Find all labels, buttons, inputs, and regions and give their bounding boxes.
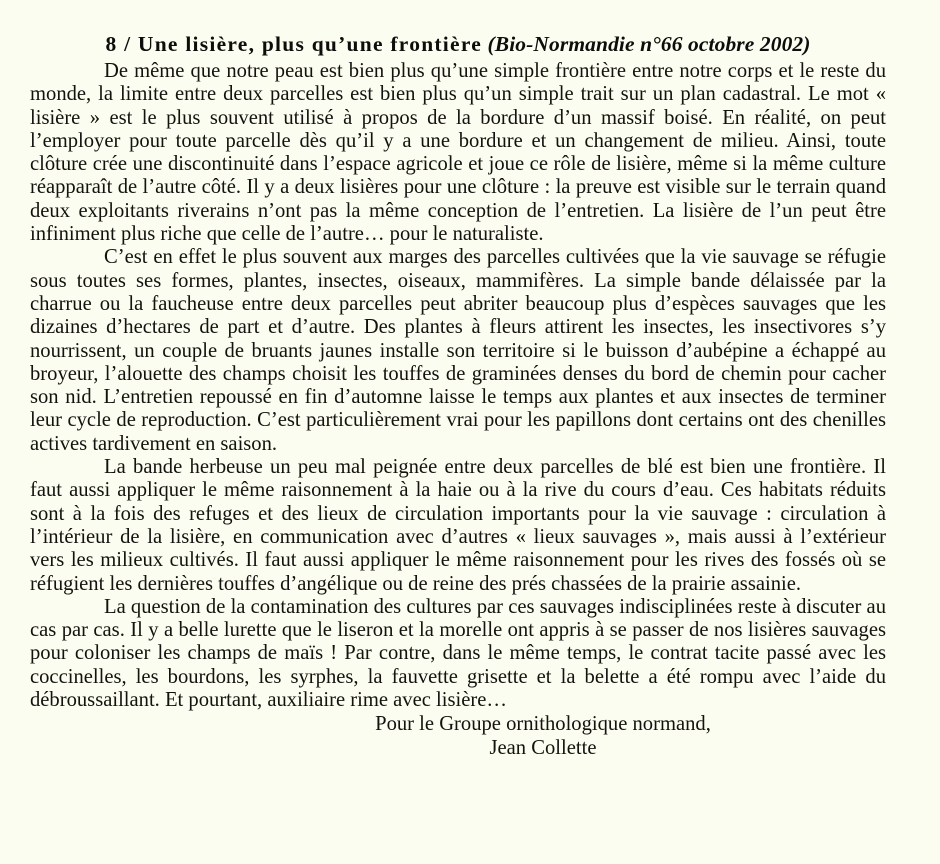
signature-author: Jean Collette [489,736,597,759]
paragraph-4: La question de la contamination des cultures par ces sauvages indisciplinées reste à discuter au cas par cas. Il y a belle lurette que le liseron et la morelle ont appris à se passer de nos lisières sauvages pour coloniser les champs de maïs ! Par contre, dans le même temps, le contrat tacite passé avec les coccinelles, les bourdons, les syrphes, la fauvette grisette et la belette a été rompu avec l’aide du débroussaillant. Et pourtant, auxiliaire rime avec lisière… [30,595,886,712]
paragraph-3: La bande herbeuse un peu mal peignée entre deux parcelles de blé est bien une frontière. Il faut aussi appliquer le même raisonnement à la haie ou à la rive du cours d’eau. Ces habitats réduits sont à la fois des refuges et des lieux de circulation importants pour la vie sauvage : circulation à l’intérieur de la lisière, en communication avec d’autres « lieux sauvages », mais aussi à l’extérieur vers les milieux cultivés. Il faut aussi appliquer le même raisonnement pour les rives des fossés où se réfugient les dernières touffes d’angélique ou de reine des prés chassées de la prairie assainie. [30,456,886,595]
paragraph-2: C’est en effet le plus souvent aux marges des parcelles cultivées que la vie sauvage se réfugie sous toutes ses formes, plantes, insectes, oiseaux, mammifères. La simple bande délaissée par la charrue ou la faucheuse entre deux parcelles peut abriter beaucoup plus d’espèces sauvages que les dizaines d’hectares de part et d’autre. Des plantes à fleurs attirent les insectes, les insectivores s’y nourrissent, un couple de bruants jaunes installe son territoire si le buisson d’aubépine a échappé au broyeur, l’alouette des champs choisit les touffes de graminées denses du bord de chemin pour cacher son nid. L’entretien repoussé en fin d’automne laisse le temps aux plantes et aux insectes de terminer leur cycle de reproduction. C’est particulièrement vrai pour les papillons dont certains ont des chenilles actives tardivement en saison. [30,246,886,455]
paragraph-1: De même que notre peau est bien plus qu’une simple frontière entre notre corps et le reste du monde, la limite entre deux parcelles est bien plus qu’un simple trait sur un plan cadastral. Le mot « lisière » est le plus souvent utilisé à propos de la bordure d’un massif boisé. En réalité, on peut l’employer pour toute parcelle dès qu’il y a une bordure et un changement de milieu. Ainsi, toute clôture crée une discontinuité dans l’espace agricole et joue ce rôle de lisière, même si la même culture réapparaît de l’autre côté. Il y a deux lisières pour une clôture : la preuve est visible sur le terrain quand deux exploitants riverains n’ont pas la même conception de l’entretien. La lisière de l’un peut être infiniment plus riche que celle de l’autre… pour le naturaliste. [30,60,886,246]
signature-block [30,713,886,760]
article-title [30,30,886,58]
article-body [30,30,886,760]
article-title-source: (Bio-Normandie n°66 octobre 2002) [482,32,811,56]
article-text [30,60,886,712]
signature-organisation: Pour le Groupe ornithologique normand, [375,713,711,736]
article-title-main: 8 / Une lisière, plus qu’une frontière [105,32,483,56]
